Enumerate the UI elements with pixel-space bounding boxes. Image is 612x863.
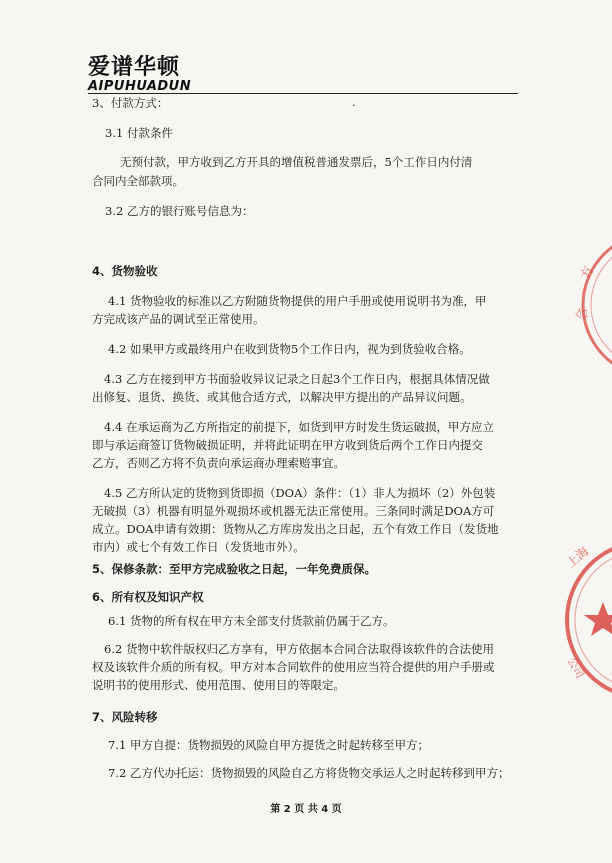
clause-3-1-title: 3.1 付款条件	[105, 126, 173, 140]
page-number: 第 2 页 共 4 页	[270, 804, 342, 815]
contract-seal-top-icon	[575, 230, 612, 380]
company-seal-bottom-icon	[545, 530, 612, 700]
svg-text:上海: 上海	[563, 544, 592, 571]
clause-6-2-line-1: 6.2 货物中软件版权归乙方享有，甲方依据本合同合法取得该软件的合法使用	[104, 642, 494, 656]
clause-4-4-line-1: 4.4 在承运商为乙方所指定的前提下，如货到甲方时发生货运破损，甲方应立	[104, 420, 494, 434]
clause-6-1-line-1: 6.1 货物的所有权在甲方未全部支付货款前仍属于乙方。	[108, 614, 395, 628]
clause-4-4-line-2: 即与承运商签订货物破损证明，并将此证明在甲方收到货后两个工作日内提交	[92, 438, 483, 452]
svg-text:方: 方	[578, 264, 598, 282]
clause-7-2-line-1: 7.2 乙方代办托运：货物损毁的风险自乙方将货物交承运人之时起转移到甲方；	[108, 766, 510, 780]
clause-4-5-line-2: 无破损（3）机器有明显外观损坏或机器无法正常使用。三条同时满足DOA方可	[92, 504, 495, 518]
clause-4-1-line-1: 4.1 货物验收的标准以乙方附随货物提供的用户手册或使用说明书为准，甲	[108, 294, 487, 308]
section-4-title: 4、货物验收	[92, 264, 158, 278]
clause-6-2-line-3: 说明书的使用形式、使用范围、使用目的等限定。	[92, 678, 345, 692]
svg-text:合: 合	[575, 306, 591, 321]
section-7-title: 7、风险转移	[92, 710, 158, 724]
clause-4-5-line-4: 市内）或七个有效工作日（发货地市外）。	[92, 540, 305, 554]
clause-3-1-line-1: 无预付款，甲方收到乙方开具的增值税普通发票后，5个工作日内付清	[120, 155, 473, 169]
clause-4-3-line-2: 出修复、退货、换货、或其他合适方式，以解决甲方提出的产品异议问题。	[92, 390, 472, 404]
section-6-title: 6、所有权及知识产权	[92, 590, 204, 604]
clause-4-5-line-3: 成立。DOA申请有效期：货物从乙方库房发出之日起，五个有效工作日（发货地	[92, 522, 499, 536]
company-logo-cn: 爱谱华顿	[88, 55, 181, 80]
clause-4-5-line-1: 4.5 乙方所认定的货物到货即损（DOA）条件：（1）非人为损坏（2）外包装	[104, 486, 496, 500]
clause-7-1-line-1: 7.1 甲方自提：货物损毁的风险自甲方提货之时起转移至甲方；	[108, 738, 429, 752]
clause-3-2-title: 3.2 乙方的银行账号信息为：	[105, 204, 254, 218]
svg-text:公司: 公司	[564, 655, 587, 681]
clause-4-3-line-1: 4.3 乙方在接到甲方书面验收异议记录之日起3个工作日内，根据具体情况做	[104, 372, 490, 386]
section-3-title: 3、付款方式：	[92, 96, 169, 110]
company-logo-en: AIPUHUADUN	[88, 79, 192, 94]
clause-6-2-line-2: 权及该软件介质的所有权。甲方对本合同软件的使用应当符合提供的用户手册或	[92, 660, 495, 674]
clause-4-4-line-3: 乙方，否则乙方将不负责向承运商办理索赔事宜。	[92, 456, 345, 470]
stray-dot: .	[352, 96, 356, 109]
clause-4-2-line-1: 4.2 如果甲方或最终用户在收到货物5个工作日内，视为到货验收合格。	[108, 342, 471, 356]
clause-3-1-line-2: 合同内全部款项。	[92, 174, 184, 188]
clause-4-1-line-2: 方完成该产品的调试至正常使用。	[92, 312, 265, 326]
section-5-warranty: 5、保修条款：至甲方完成验收之日起，一年免费质保。	[92, 562, 376, 576]
